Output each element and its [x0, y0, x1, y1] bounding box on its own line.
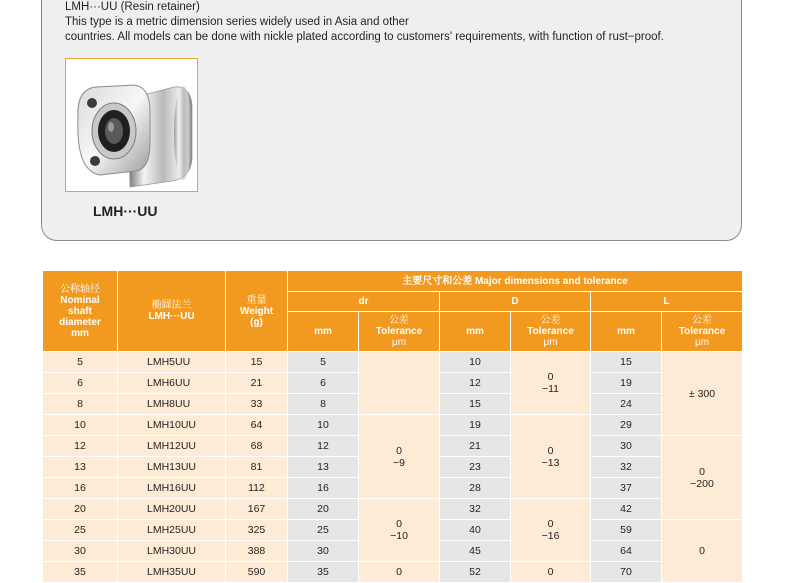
product-caption: LMH···UU: [93, 203, 158, 219]
major-dimensions-header: 主要尺寸和公差 Major dimensions and tolerance: [288, 271, 743, 292]
table-row: [43, 415, 743, 436]
model-cell: LMH10UU: [118, 415, 226, 436]
model-cell: LMH25UU: [118, 520, 226, 541]
dr-cell: 20: [288, 499, 359, 520]
L-tolerance-cell: ± 300: [662, 352, 743, 436]
weight-cell: 21: [226, 373, 288, 394]
weight-cell: 112: [226, 478, 288, 499]
intro-text: [65, 0, 664, 45]
L-header: L: [591, 292, 743, 312]
flanged-bearing-icon: [66, 59, 197, 191]
dr-tolerance-header: 公差 Tolerance μm: [359, 312, 440, 352]
weight-cell: 167: [226, 499, 288, 520]
L-cell: 70: [591, 562, 662, 583]
D-cell: 19: [440, 415, 511, 436]
D-tolerance-cell: 0 −13: [511, 415, 591, 499]
nominal-diameter-cell: 13: [43, 457, 118, 478]
D-cell: 15: [440, 394, 511, 415]
D-cell: 23: [440, 457, 511, 478]
nominal-diameter-header: 公称轴径 Nominal shaft diameter mm: [43, 271, 118, 352]
D-header: D: [440, 292, 591, 312]
L-cell: 19: [591, 373, 662, 394]
nominal-diameter-cell: 35: [43, 562, 118, 583]
model-cell: LMH16UU: [118, 478, 226, 499]
nominal-diameter-cell: 5: [43, 352, 118, 373]
weight-cell: 325: [226, 520, 288, 541]
L-cell: 29: [591, 415, 662, 436]
dr-tolerance-cell: 0 −10: [359, 499, 440, 562]
dr-tolerance-cell: [359, 352, 440, 415]
weight-cell: 68: [226, 436, 288, 457]
weight-cell: 64: [226, 415, 288, 436]
L-cell: 24: [591, 394, 662, 415]
D-cell: 28: [440, 478, 511, 499]
spec-table: [42, 270, 743, 583]
weight-cell: 590: [226, 562, 288, 583]
L-cell: 37: [591, 478, 662, 499]
dr-tolerance-cell: 0 −9: [359, 415, 440, 499]
nominal-diameter-cell: 6: [43, 373, 118, 394]
L-tolerance-header: 公差 Tolerance μm: [662, 312, 743, 352]
D-cell: 40: [440, 520, 511, 541]
dr-cell: 16: [288, 478, 359, 499]
D-cell: 12: [440, 373, 511, 394]
L-cell: 32: [591, 457, 662, 478]
D-cell: 32: [440, 499, 511, 520]
dr-tolerance-cell: 0: [359, 562, 440, 583]
L-cell: 30: [591, 436, 662, 457]
L-cell: 59: [591, 520, 662, 541]
D-cell: 21: [440, 436, 511, 457]
model-cell: LMH6UU: [118, 373, 226, 394]
weight-cell: 15: [226, 352, 288, 373]
dr-cell: 13: [288, 457, 359, 478]
D-tolerance-cell: 0: [511, 562, 591, 583]
model-cell: LMH30UU: [118, 541, 226, 562]
nominal-diameter-cell: 10: [43, 415, 118, 436]
D-tolerance-cell: 0 −16: [511, 499, 591, 562]
dr-mm-header: mm: [288, 312, 359, 352]
product-photo: [65, 58, 198, 192]
dr-header: dr: [288, 292, 440, 312]
intro-title: LMH···UU (Resin retainer): [65, 1, 200, 13]
intro-line: countries. All models can be done with nickle plated according to customers' requirements, with function of rust−proof.: [65, 31, 664, 43]
dr-cell: 6: [288, 373, 359, 394]
L-cell: 64: [591, 541, 662, 562]
weight-cell: 81: [226, 457, 288, 478]
dr-cell: 12: [288, 436, 359, 457]
table-row: [43, 352, 743, 373]
nominal-diameter-cell: 12: [43, 436, 118, 457]
model-cell: LMH35UU: [118, 562, 226, 583]
D-tolerance-header: 公差 Tolerance μm: [511, 312, 591, 352]
model-cell: LMH12UU: [118, 436, 226, 457]
nominal-diameter-cell: 16: [43, 478, 118, 499]
weight-cell: 388: [226, 541, 288, 562]
D-mm-header: mm: [440, 312, 511, 352]
dr-cell: 10: [288, 415, 359, 436]
L-mm-header: mm: [591, 312, 662, 352]
table-row: [43, 499, 743, 520]
nominal-diameter-cell: 8: [43, 394, 118, 415]
model-cell: LMH20UU: [118, 499, 226, 520]
L-cell: 42: [591, 499, 662, 520]
D-cell: 52: [440, 562, 511, 583]
D-cell: 10: [440, 352, 511, 373]
model-cell: LMH5UU: [118, 352, 226, 373]
dr-cell: 8: [288, 394, 359, 415]
weight-cell: 33: [226, 394, 288, 415]
L-tolerance-cell: 0: [662, 520, 743, 583]
dr-cell: 25: [288, 520, 359, 541]
weight-header: 重量 Weight (g): [226, 271, 288, 352]
model-cell: LMH13UU: [118, 457, 226, 478]
nominal-diameter-cell: 20: [43, 499, 118, 520]
model-cell: LMH8UU: [118, 394, 226, 415]
model-header: 椭圆法兰 LMH···UU: [118, 271, 226, 352]
D-tolerance-cell: 0 −11: [511, 352, 591, 415]
nominal-diameter-cell: 25: [43, 520, 118, 541]
nominal-diameter-cell: 30: [43, 541, 118, 562]
L-cell: 15: [591, 352, 662, 373]
dr-cell: 30: [288, 541, 359, 562]
intro-line: This type is a metric dimension series widely used in Asia and other: [65, 16, 409, 28]
dr-cell: 35: [288, 562, 359, 583]
L-tolerance-cell: 0 −200: [662, 436, 743, 520]
dr-cell: 5: [288, 352, 359, 373]
D-cell: 45: [440, 541, 511, 562]
table-row: [43, 562, 743, 583]
